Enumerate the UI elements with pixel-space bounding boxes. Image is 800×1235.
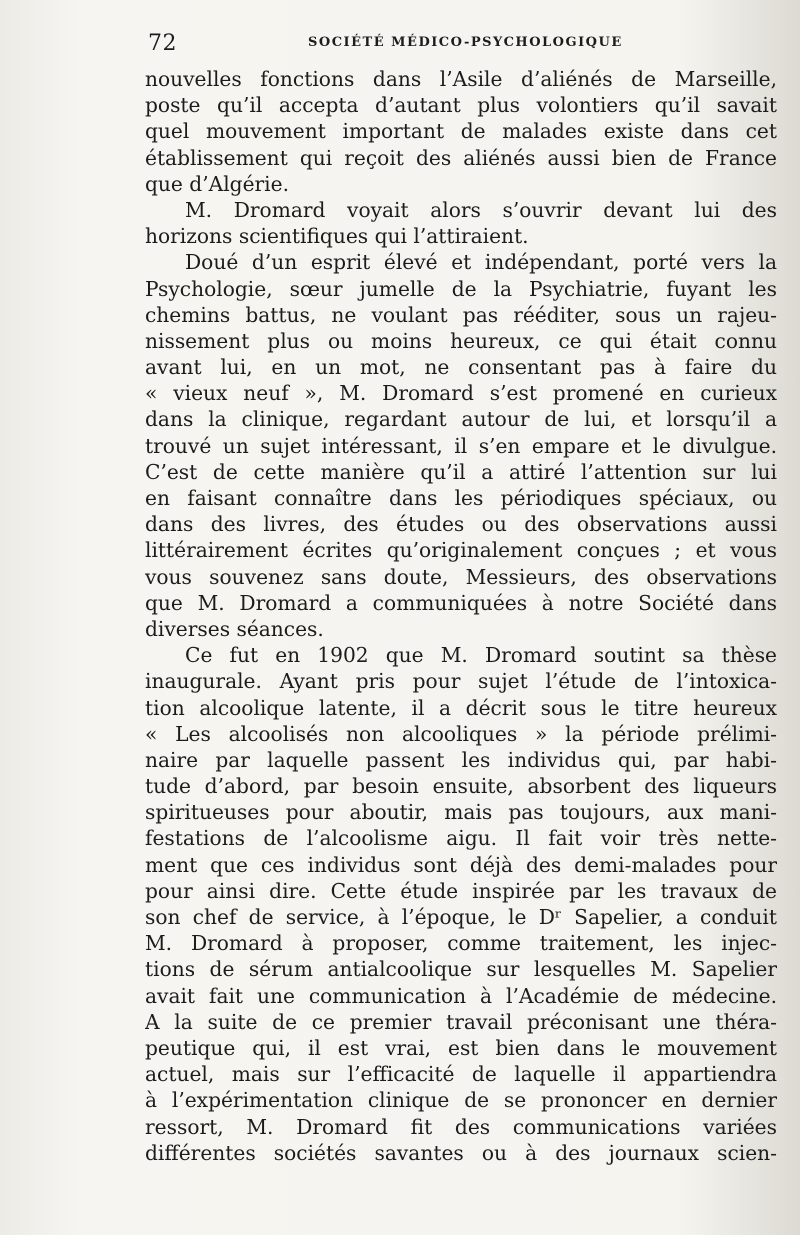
text-line: peutique qui, il est vrai, est bien dans le mouvement: [145, 1035, 777, 1060]
text-line: différentes sociétés savantes ou à des journaux scien-: [145, 1140, 777, 1165]
text-line: Psychologie, sœur jumelle de la Psychiatrie, fuyant les: [145, 276, 777, 301]
text-line: avant lui, en un mot, ne consentant pas à faire du: [145, 355, 777, 380]
text-line: tion alcoolique latente, il a décrit sous le titre heureux: [145, 695, 777, 720]
text-line: nissement plus ou moins heureux, ce qui était connu: [145, 328, 777, 353]
text-line: littérairement écrites qu’originalement conçues ; et vous: [145, 538, 777, 563]
text-line: diverses séances.: [145, 616, 324, 641]
text-line: tions de sérum antialcoolique sur lesquelles M. Sapelier: [145, 957, 777, 982]
text-line: « vieux neuf », M. Dromard s’est promené en curieux: [145, 381, 777, 406]
text-line: nouvelles fonctions dans l’Asile d’aliénés de Marseille,: [145, 67, 777, 91]
text-line: établissement qui reçoit des aliénés aussi bien de France: [145, 145, 777, 170]
text-line: ment que ces individus sont déjà des demi-malades pour: [145, 852, 777, 877]
text-line: ressort, M. Dromard fit des communications variées: [145, 1114, 777, 1139]
text-line: « Les alcoolisés non alcooliques » la période prélimi-: [145, 721, 777, 746]
text-line: en faisant connaître dans les périodiques spéciaux, ou: [145, 486, 777, 510]
text-line: à l’expérimentation clinique de se prononcer en dernier: [145, 1088, 777, 1113]
text-line: naire par laquelle passent les individus qui, par habi-: [145, 747, 777, 772]
paragraph-start-line: Ce fut en 1902 que M. Dromard soutint sa thèse: [185, 643, 777, 668]
text-line: A la suite de ce premier travail préconisant une théra-: [145, 1009, 777, 1034]
text-line: quel mouvement important de malades existe dans cet: [145, 119, 777, 144]
text-line: que M. Dromard a communiquées à notre Société dans: [145, 590, 777, 615]
text-line: festations de l’alcoolisme aigu. Il fait voir très nette-: [145, 826, 777, 851]
text-line: horizons scientifiques qui l’attiraient.: [145, 224, 529, 249]
paragraph-start-line: Doué d’un esprit élevé et indépendant, porté vers la: [185, 250, 777, 275]
text-line: son chef de service, à l’époque, le Dʳ Sapelier, a conduit: [145, 905, 777, 929]
text-line: tude d’abord, par besoin ensuite, absorbent des liqueurs: [145, 774, 777, 799]
page-header: [148, 31, 774, 61]
text-line: dans des livres, des études ou des observations aussi: [145, 512, 777, 537]
text-line: inaugurale. Ayant pris pour sujet l’étude de l’intoxica-: [145, 669, 777, 694]
text-line: spiritueuses pour aboutir, mais pas toujours, aux mani-: [145, 800, 777, 825]
body-text: [145, 66, 777, 1166]
paragraph-start-line: M. Dromard voyait alors s’ouvrir devant lui des: [185, 197, 777, 222]
text-line: vous souvenez sans doute, Messieurs, des observations: [145, 564, 777, 589]
text-line: dans la clinique, regardant autour de lui, et lorsqu’il a: [145, 407, 777, 432]
text-line: M. Dromard à proposer, comme traitement, les injec-: [145, 931, 777, 956]
text-line: que d’Algérie.: [145, 171, 290, 196]
text-line: C’est de cette manière qu’il a attiré l’attention sur lui: [145, 459, 777, 484]
text-line: avait fait une communication à l’Académie de médecine.: [145, 983, 777, 1008]
text-line: pour ainsi dire. Cette étude inspirée par les travaux de: [145, 878, 777, 903]
text-line: actuel, mais sur l’efficacité de laquelle il appartiendra: [145, 1062, 777, 1087]
running-title: SOCIÉTÉ MÉDICO-PSYCHOLOGIQUE: [308, 35, 623, 50]
page-number: 72: [148, 31, 177, 56]
text-line: chemins battus, ne voulant pas rééditer, sous un rajeu-: [145, 302, 777, 327]
text-line: poste qu’il accepta d’autant plus volontiers qu’il savait: [145, 93, 777, 118]
text-line: trouvé un sujet intéressant, il s’en empare et le divulgue.: [145, 433, 777, 458]
